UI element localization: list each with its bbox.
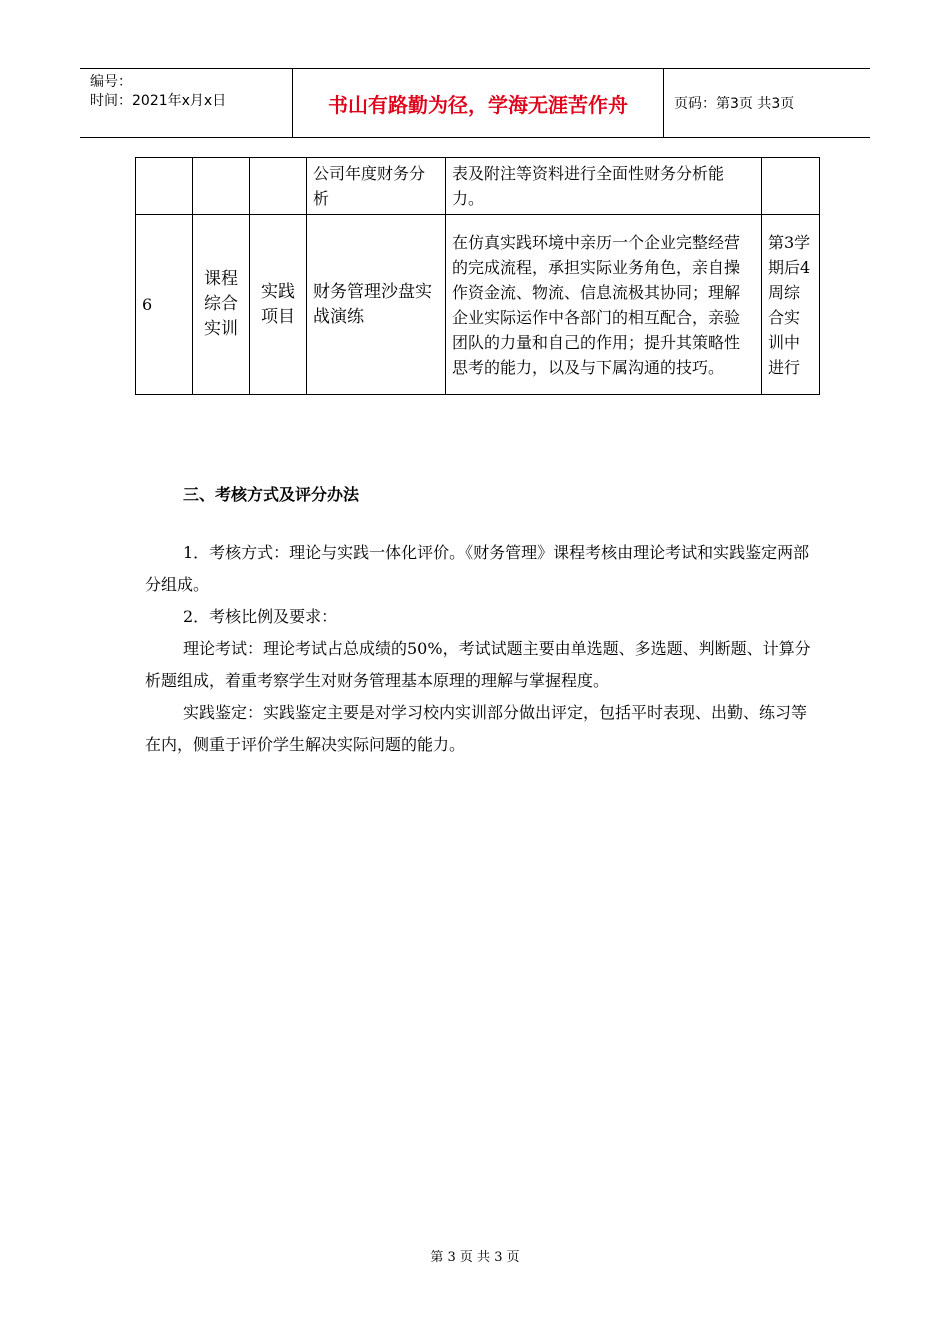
table-cell-type: 实践项目 (250, 215, 307, 395)
header-meta (80, 69, 293, 137)
table-cell-description: 表及附注等资料进行全面性财务分析能力。 (446, 158, 762, 215)
time-label: 时间：2021年x月x日 (90, 93, 227, 109)
paragraph: 实践鉴定：实践鉴定主要是对学习校内实训部分做出评定，包括平时表现、出勤、练习等在内，侧重于评价学生解决实际问题的能力。 (145, 703, 808, 754)
page-header (80, 68, 870, 138)
course-table (135, 157, 820, 395)
table-cell-project-name: 公司年度财务分析 (307, 158, 446, 215)
paragraph: 理论考试：理论考试占总成绩的50%，考试试题主要由单选题、多选题、判断题、计算分析题组成，着重考察学生对财务管理基本原理的理解与掌握程度。 (145, 639, 811, 690)
page-footer: 第 3 页 共 3 页 (430, 1250, 520, 1265)
table-cell (762, 158, 820, 215)
header-motto: 书山有路勤为径，学海无涯苦作舟 (293, 69, 664, 137)
table-cell-project-name: 财务管理沙盘实战演练 (307, 215, 446, 395)
paragraph: 2．考核比例及要求： (183, 607, 338, 626)
paragraph: 1．考核方式：理论与实践一体化评价。《财务管理》课程考核由理论考试和实践鉴定两部分组成。 (145, 543, 810, 594)
header-page-info: 页码：第3页 共3页 (674, 96, 795, 112)
table-cell (193, 158, 250, 215)
table-row (136, 158, 820, 215)
table-cell-no: 6 (136, 215, 193, 395)
table-cell-category: 课程综合实训 (193, 215, 250, 395)
number-label: 编号： (90, 74, 132, 90)
table-cell-schedule: 第3学期后4周综合实训中进行 (762, 215, 820, 395)
table-row (136, 215, 820, 395)
section-content (145, 537, 815, 761)
section-title: 三、考核方式及评分办法 (183, 485, 360, 504)
table-cell (250, 158, 307, 215)
table-cell-description: 在仿真实践环境中亲历一个企业完整经营的完成流程，承担实际业务角色，亲自操作资金流、物流、信息流极其协同；理解企业实际运作中各部门的相互配合，亲验团队的力量和自己的作用；提升其策略性思考的能力，以及与下属沟通的技巧。 (446, 215, 762, 395)
table-cell (136, 158, 193, 215)
